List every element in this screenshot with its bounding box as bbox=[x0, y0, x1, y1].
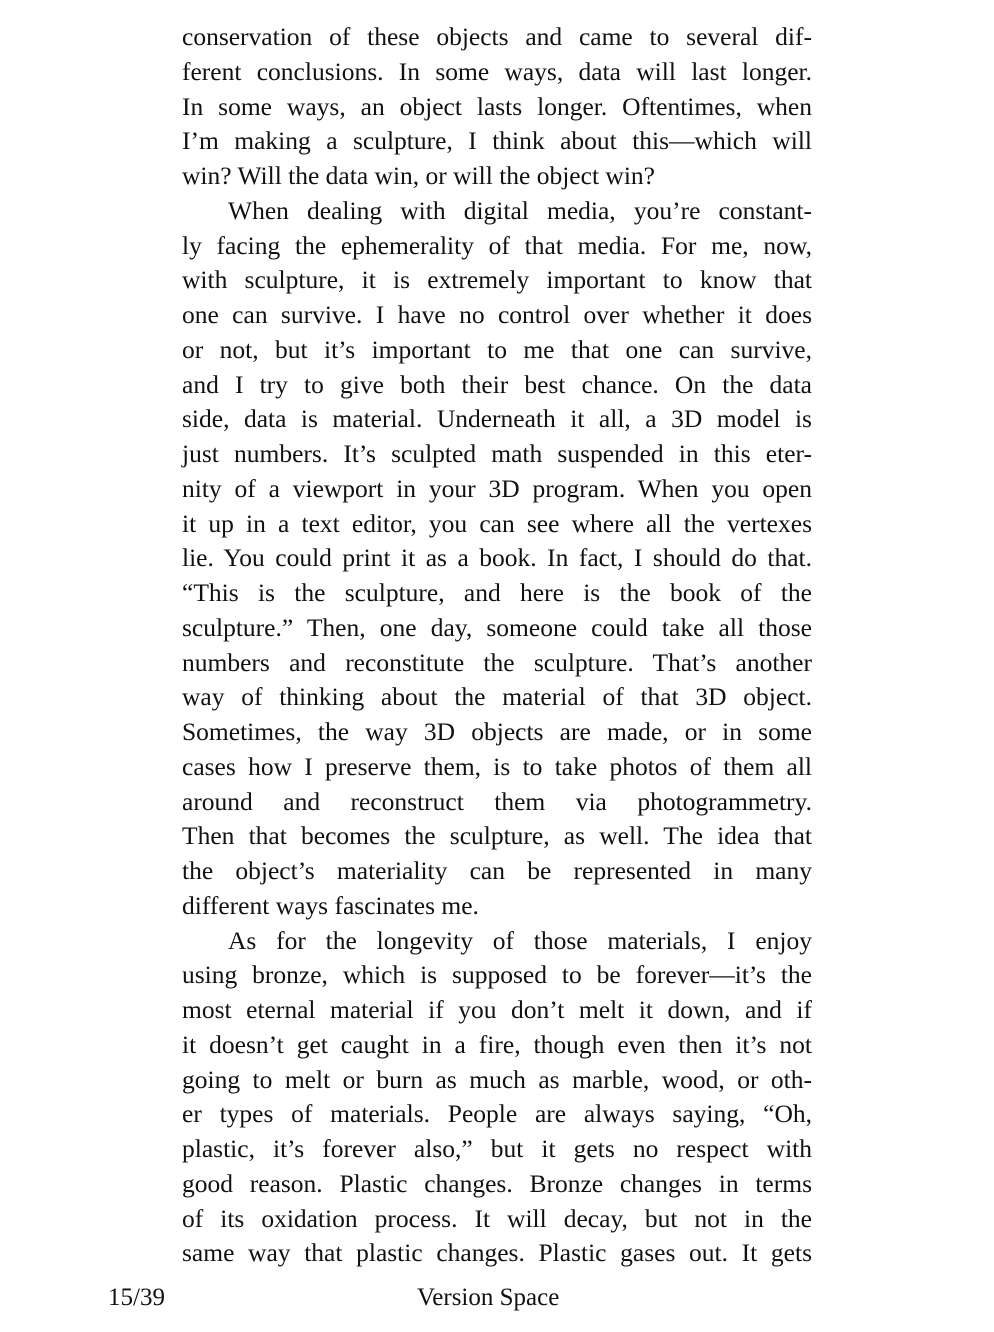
book-title: Version Space bbox=[417, 1284, 560, 1311]
text-line: win? Will the data win, or will the object win? bbox=[182, 161, 655, 190]
text-line: or not, but it’s important to me that one can survive, bbox=[182, 334, 812, 364]
text-line: ferent conclusions. In some ways, data will last longer. bbox=[182, 56, 812, 86]
text-line: nity of a viewport in your 3D program. When you open bbox=[182, 473, 812, 503]
text-line: same way that plastic changes. Plastic gases out. It gets bbox=[182, 1238, 812, 1268]
text-line: cases how I preserve them, is to take photos of them all bbox=[182, 751, 812, 781]
text-line: plastic, it’s forever also,” but it gets no respect with bbox=[182, 1134, 812, 1163]
paragraph bbox=[182, 20, 812, 194]
text-line: around and reconstruct them via photogrammetry. bbox=[182, 786, 812, 816]
text-line: it up in a text editor, you can see where all the vertexes bbox=[182, 508, 812, 538]
text-line: going to melt or burn as much as marble, wood, or oth- bbox=[182, 1064, 812, 1094]
paragraph bbox=[182, 924, 812, 1272]
text-line: lie. You could print it as a book. In fact, I should do that. bbox=[182, 543, 812, 573]
text-line: numbers and reconstitute the sculpture. That’s another bbox=[182, 647, 812, 677]
text-line: good reason. Plastic changes. Bronze changes in terms bbox=[182, 1168, 812, 1198]
text-line: Then that becomes the sculpture, as well. The idea that bbox=[182, 821, 812, 851]
text-line: different ways fascinates me. bbox=[182, 890, 479, 920]
text-line: using bronze, which is supposed to be forever—it’s the bbox=[182, 960, 812, 990]
text-line: As for the longevity of those materials, I enjoy bbox=[228, 925, 812, 955]
text-line: with sculpture, it is extremely important to know that bbox=[182, 265, 812, 295]
text-line: of its oxidation process. It will decay, but not in the bbox=[182, 1203, 812, 1233]
page-body-text bbox=[182, 20, 812, 1271]
text-line: side, data is material. Underneath it all, a 3D model is bbox=[182, 404, 812, 434]
text-line: one can survive. I have no control over whether it does bbox=[182, 300, 812, 329]
text-line: Sometimes, the way 3D objects are made, or in some bbox=[182, 717, 812, 746]
text-line: sculpture.” Then, one day, someone could take all those bbox=[182, 612, 812, 642]
text-line: and I try to give both their best chance. On the data bbox=[182, 369, 812, 399]
text-line: ly facing the ephemerality of that media. For me, now, bbox=[182, 230, 812, 260]
text-line: “This is the sculpture, and here is the book of the bbox=[182, 578, 812, 607]
text-line: it doesn’t get caught in a fire, though even then it’s not bbox=[182, 1029, 812, 1059]
text-line: I’m making a sculpture, I think about this—which will bbox=[182, 126, 812, 156]
text-line: er types of materials. People are always saying, “Oh, bbox=[182, 1099, 812, 1129]
paragraph bbox=[182, 194, 812, 924]
text-line: the object’s materiality can be represented in many bbox=[182, 856, 812, 885]
text-line: When dealing with digital media, you’re constant- bbox=[228, 195, 812, 225]
text-line: most eternal material if you don’t melt it down, and if bbox=[182, 995, 812, 1024]
text-line: way of thinking about the material of that 3D object. bbox=[182, 682, 812, 712]
page-number: 15/39 bbox=[108, 1284, 165, 1311]
text-line: just numbers. It’s sculpted math suspended in this eter- bbox=[182, 439, 812, 468]
text-line: conservation of these objects and came to several dif- bbox=[182, 22, 812, 51]
text-line: In some ways, an object lasts longer. Oftentimes, when bbox=[182, 91, 812, 121]
